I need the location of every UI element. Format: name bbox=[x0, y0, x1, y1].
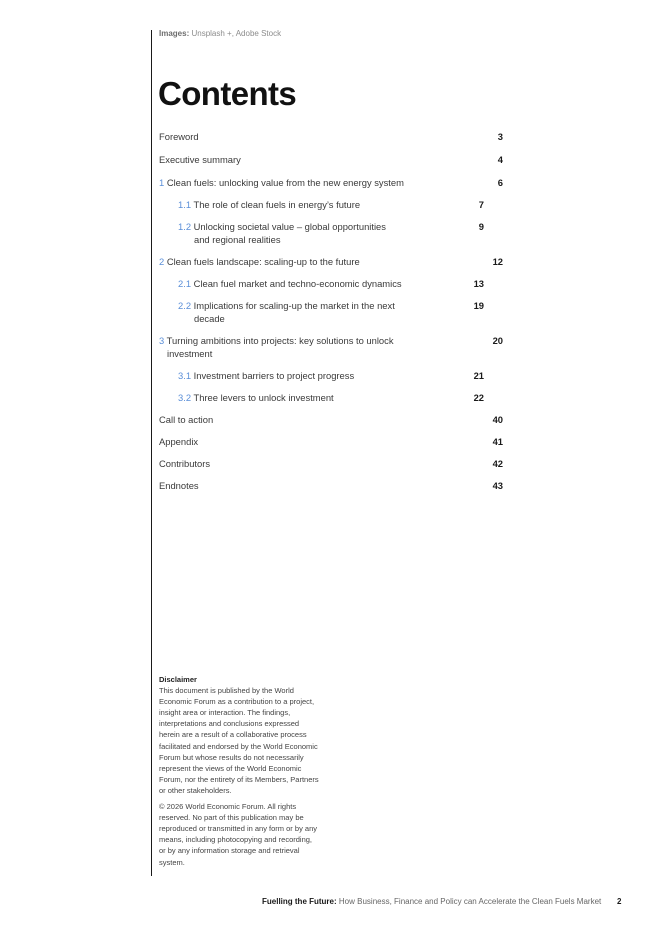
toc-entry-text: Clean fuel market and techno-economic dynamics bbox=[193, 278, 402, 289]
toc-entry-text: Clean fuels landscape: scaling-up to the future bbox=[166, 256, 360, 267]
toc-entry-title bbox=[159, 479, 503, 492]
toc-entry-title bbox=[159, 255, 503, 268]
toc-entry-title bbox=[178, 391, 484, 404]
copyright-notice: © 2026 World Economic Forum. All rights reserved. No part of this publication may be reproduced or transmitted in any form or by any means, including photocopying and recording, or by any information storage and retrieval system. bbox=[159, 802, 317, 867]
toc-entry-page: 13 bbox=[473, 278, 484, 289]
toc-entry-page: 12 bbox=[492, 256, 503, 267]
toc-entry-page: 21 bbox=[473, 370, 484, 381]
toc-entry-page: 41 bbox=[492, 436, 503, 447]
toc-entry-title bbox=[159, 457, 503, 470]
toc-entry-text: Clean fuels: unlocking value from the new energy system bbox=[166, 177, 404, 188]
toc-entry-number: 3.1 bbox=[178, 370, 192, 381]
toc-entry-number: 2.2 bbox=[178, 300, 192, 311]
toc-entry-text: Endnotes bbox=[159, 480, 199, 491]
toc-entry-title bbox=[159, 334, 503, 360]
disclaimer-title: Disclaimer bbox=[159, 675, 197, 684]
toc-entry-title bbox=[159, 176, 503, 189]
toc-entry[interactable] bbox=[159, 413, 503, 426]
toc-entry[interactable] bbox=[159, 130, 503, 143]
image-credits bbox=[159, 29, 281, 38]
toc-entry-text: Call to action bbox=[159, 414, 214, 425]
toc-entry-number: 3.2 bbox=[178, 392, 192, 403]
page-title: Contents bbox=[158, 75, 297, 112]
disclaimer bbox=[159, 674, 319, 873]
toc-entry-number: 1.1 bbox=[178, 199, 192, 210]
toc-entry[interactable] bbox=[159, 391, 484, 404]
toc-entry-page: 4 bbox=[497, 154, 503, 165]
toc-entry[interactable] bbox=[159, 479, 503, 492]
toc-entry-number: 1.2 bbox=[178, 221, 192, 232]
toc-entry-title bbox=[159, 413, 503, 426]
vertical-rule bbox=[151, 30, 152, 876]
toc-entry-text: Appendix bbox=[159, 436, 199, 447]
toc-entry-title bbox=[178, 277, 484, 290]
toc-entry[interactable] bbox=[159, 255, 503, 268]
footer-report-subtitle: How Business, Finance and Policy can Accelerate the Clean Fuels Market bbox=[338, 897, 602, 906]
table-of-contents bbox=[159, 130, 503, 492]
toc-entry[interactable] bbox=[159, 457, 503, 470]
toc-entry-text: Turning ambitions into projects: key solutions to unlock investment bbox=[166, 335, 394, 359]
toc-entry-title bbox=[178, 299, 484, 325]
toc-entry[interactable] bbox=[159, 198, 484, 211]
toc-entry-number: 2 bbox=[159, 256, 165, 267]
toc-entry-page: 40 bbox=[492, 414, 503, 425]
toc-entry-title bbox=[178, 220, 484, 246]
toc-entry[interactable] bbox=[159, 334, 503, 360]
toc-entry-page: 43 bbox=[492, 480, 503, 491]
toc-entry-text: Contributors bbox=[159, 458, 211, 469]
toc-entry-text: Unlocking societal value – global opportunities and regional realities bbox=[193, 221, 386, 245]
toc-entry-title bbox=[159, 130, 503, 143]
disclaimer-body: This document is published by the World Economic Forum as a contribution to a project, insight area or interaction. The findings, interpretations and conclusions expressed herein are a result of a collaborative process facilitated and endorsed by the World Economic Forum but whose results do not necessarily represent the views of the World Economic Forum, nor the entirety of its Members, Partners or other stakeholders. bbox=[159, 686, 319, 795]
toc-entry-page: 20 bbox=[492, 335, 503, 346]
toc-entry-title bbox=[159, 153, 503, 166]
running-footer bbox=[262, 897, 601, 906]
toc-entry-page: 9 bbox=[478, 221, 484, 232]
image-credits-label: Images: bbox=[159, 29, 190, 38]
toc-entry-title bbox=[178, 369, 484, 382]
toc-entry[interactable] bbox=[159, 299, 484, 325]
toc-entry[interactable] bbox=[159, 153, 503, 166]
toc-entry[interactable] bbox=[159, 435, 503, 448]
image-credits-text: Unsplash +, Adobe Stock bbox=[191, 29, 282, 38]
toc-entry-text: Executive summary bbox=[159, 154, 241, 165]
toc-entry-number: 1 bbox=[159, 177, 165, 188]
toc-entry[interactable] bbox=[159, 220, 484, 246]
toc-entry-text: Implications for scaling-up the market in the next decade bbox=[193, 300, 395, 324]
toc-entry-number: 2.1 bbox=[178, 278, 192, 289]
page-number: 2 bbox=[617, 897, 622, 906]
footer-report-title: Fuelling the Future: bbox=[262, 897, 337, 906]
toc-entry-page: 6 bbox=[497, 177, 503, 188]
toc-entry[interactable] bbox=[159, 369, 484, 382]
toc-entry-page: 22 bbox=[473, 392, 484, 403]
toc-entry-text: Investment barriers to project progress bbox=[193, 370, 355, 381]
toc-entry[interactable] bbox=[159, 176, 503, 189]
toc-entry-text: The role of clean fuels in energy’s future bbox=[193, 199, 361, 210]
toc-entry-text: Three levers to unlock investment bbox=[193, 392, 334, 403]
toc-entry-text: Foreword bbox=[159, 131, 199, 142]
toc-entry-number: 3 bbox=[159, 335, 165, 346]
toc-entry-page: 42 bbox=[492, 458, 503, 469]
toc-entry-title bbox=[178, 198, 484, 211]
toc-entry-page: 19 bbox=[473, 300, 484, 311]
toc-entry-page: 3 bbox=[497, 131, 503, 142]
toc-entry-page: 7 bbox=[478, 199, 484, 210]
toc-entry[interactable] bbox=[159, 277, 484, 290]
toc-entry-title bbox=[159, 435, 503, 448]
